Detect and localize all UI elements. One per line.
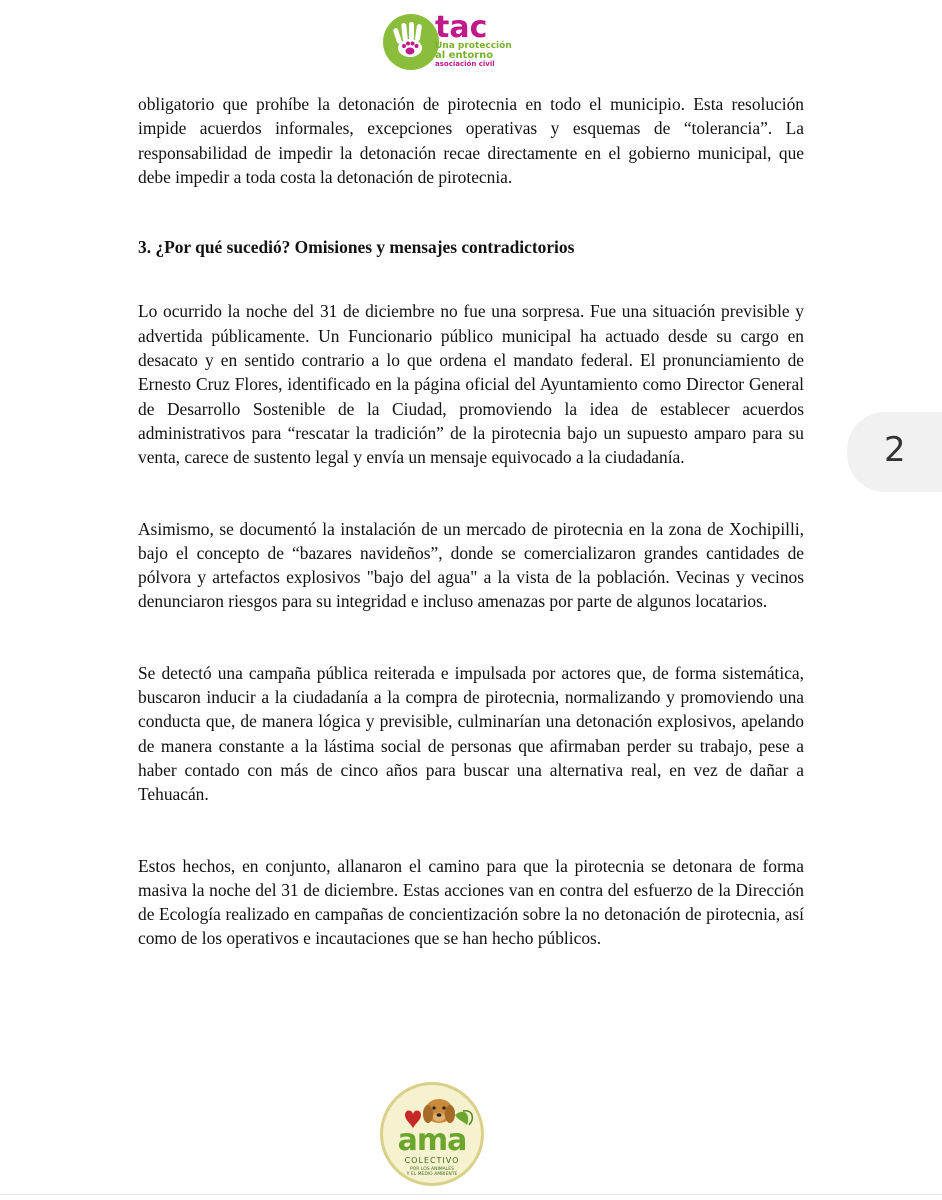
paragraph-conclusion: Estos hechos, en conjunto, allanaron el camino para que la pirotecnia se detonara de forma masiva la noche del 31 de diciembre. Estas acciones van en contra del esfuerzo de la Dirección de Ecología realizado en campañas de concientización sobre la no detonación de pirotecnia, así como de los operativos e incautaciones que se han hecho públicos. [138,855,804,949]
tac-brand-text: tac [435,10,488,45]
paragraph-campaign: Se detectó una campaña pública reiterada e impulsada por actores que, de forma sistemática, buscaron inducir a la ciudadanía a la compra de pirotecnia, normalizando y promoviendo una conducta que, de manera lógica y previsible, culminarían una detonación explosivos, apelando de manera constante a la lástima social de personas que afirmaban perder su trabajo, pese a haber contado con más de cinco años para buscar una alternativa real, en vez de dañar a Tehuacán. [138,662,804,805]
document-body [138,92,804,951]
paragraph-market: Asimismo, se documentó la instalación de un mercado de pirotecnia en la zona de Xochipilli, bajo el concepto de “bazares navideños”, donde se comercializaron grandes cantidades de pólvora y artefactos explosivos "bajo del agua" a la vista de la población. Vecinas y vecinos denunciaron riesgos para su integridad e incluso amenazas por parte de algunos locatarios. [138,518,804,612]
tac-tagline-line-2: al entorno [435,50,494,61]
spacer [138,259,804,299]
tac-logo [383,10,513,74]
spacer [138,189,804,235]
page-number: 2 [884,430,906,470]
spacer [138,470,804,517]
tac-tagline-line-1: Una protección [435,41,512,51]
bottom-divider [0,1194,942,1195]
ama-colectivo: COLECTIVO [404,1156,460,1165]
ama-subtitle-line-2: Y EL MEDIO AMBIENTE [406,1172,458,1177]
ama-subtitle [397,1167,467,1177]
spacer [138,807,804,854]
tac-tagline-line-3: asociación civil [435,60,495,68]
ama-logo [380,1082,484,1186]
ama-subtitle-line-1: POR LOS ANIMALES [410,1167,454,1172]
spacer [138,614,804,661]
paragraph-omissions: Lo ocurrido la noche del 31 de diciembre no fue una sorpresa. Fue una situación previsible y advertida públicamente. Un Funcionario público municipal ha actuado desde su cargo en desacato y en sentido contrario a lo que ordena el mandato federal. El pronunciamiento de Ernesto Cruz Flores, identificado en la página oficial del Ayuntamiento como Director General de Desarrollo Sostenible de la Ciudad, promoviendo la idea de establecer acuerdos administrativos para “rescatar la tradición” de la pirotecnia bajo un supuesto amparo para su venta, carece de sustento legal y envía un mensaje equivocado a la ciudadanía. [138,301,804,468]
section-heading: 3. ¿Por qué sucedió? Omisiones y mensajes contradictorios [138,237,575,258]
ama-wordmark: ama [397,1123,467,1158]
tac-tagline [435,42,515,69]
hand-paw-icon [392,22,430,62]
paragraph-resolution: obligatorio que prohíbe la detonación de pirotecnia en todo el municipio. Esta resolución impide acuerdos informales, excepciones operativas y esquemas de “tolerancia”. La responsabilidad de impedir la detonación recae directamente en el gobierno municipal, que debe impedir a toda costa la detonación de pirotecnia. [138,94,804,187]
